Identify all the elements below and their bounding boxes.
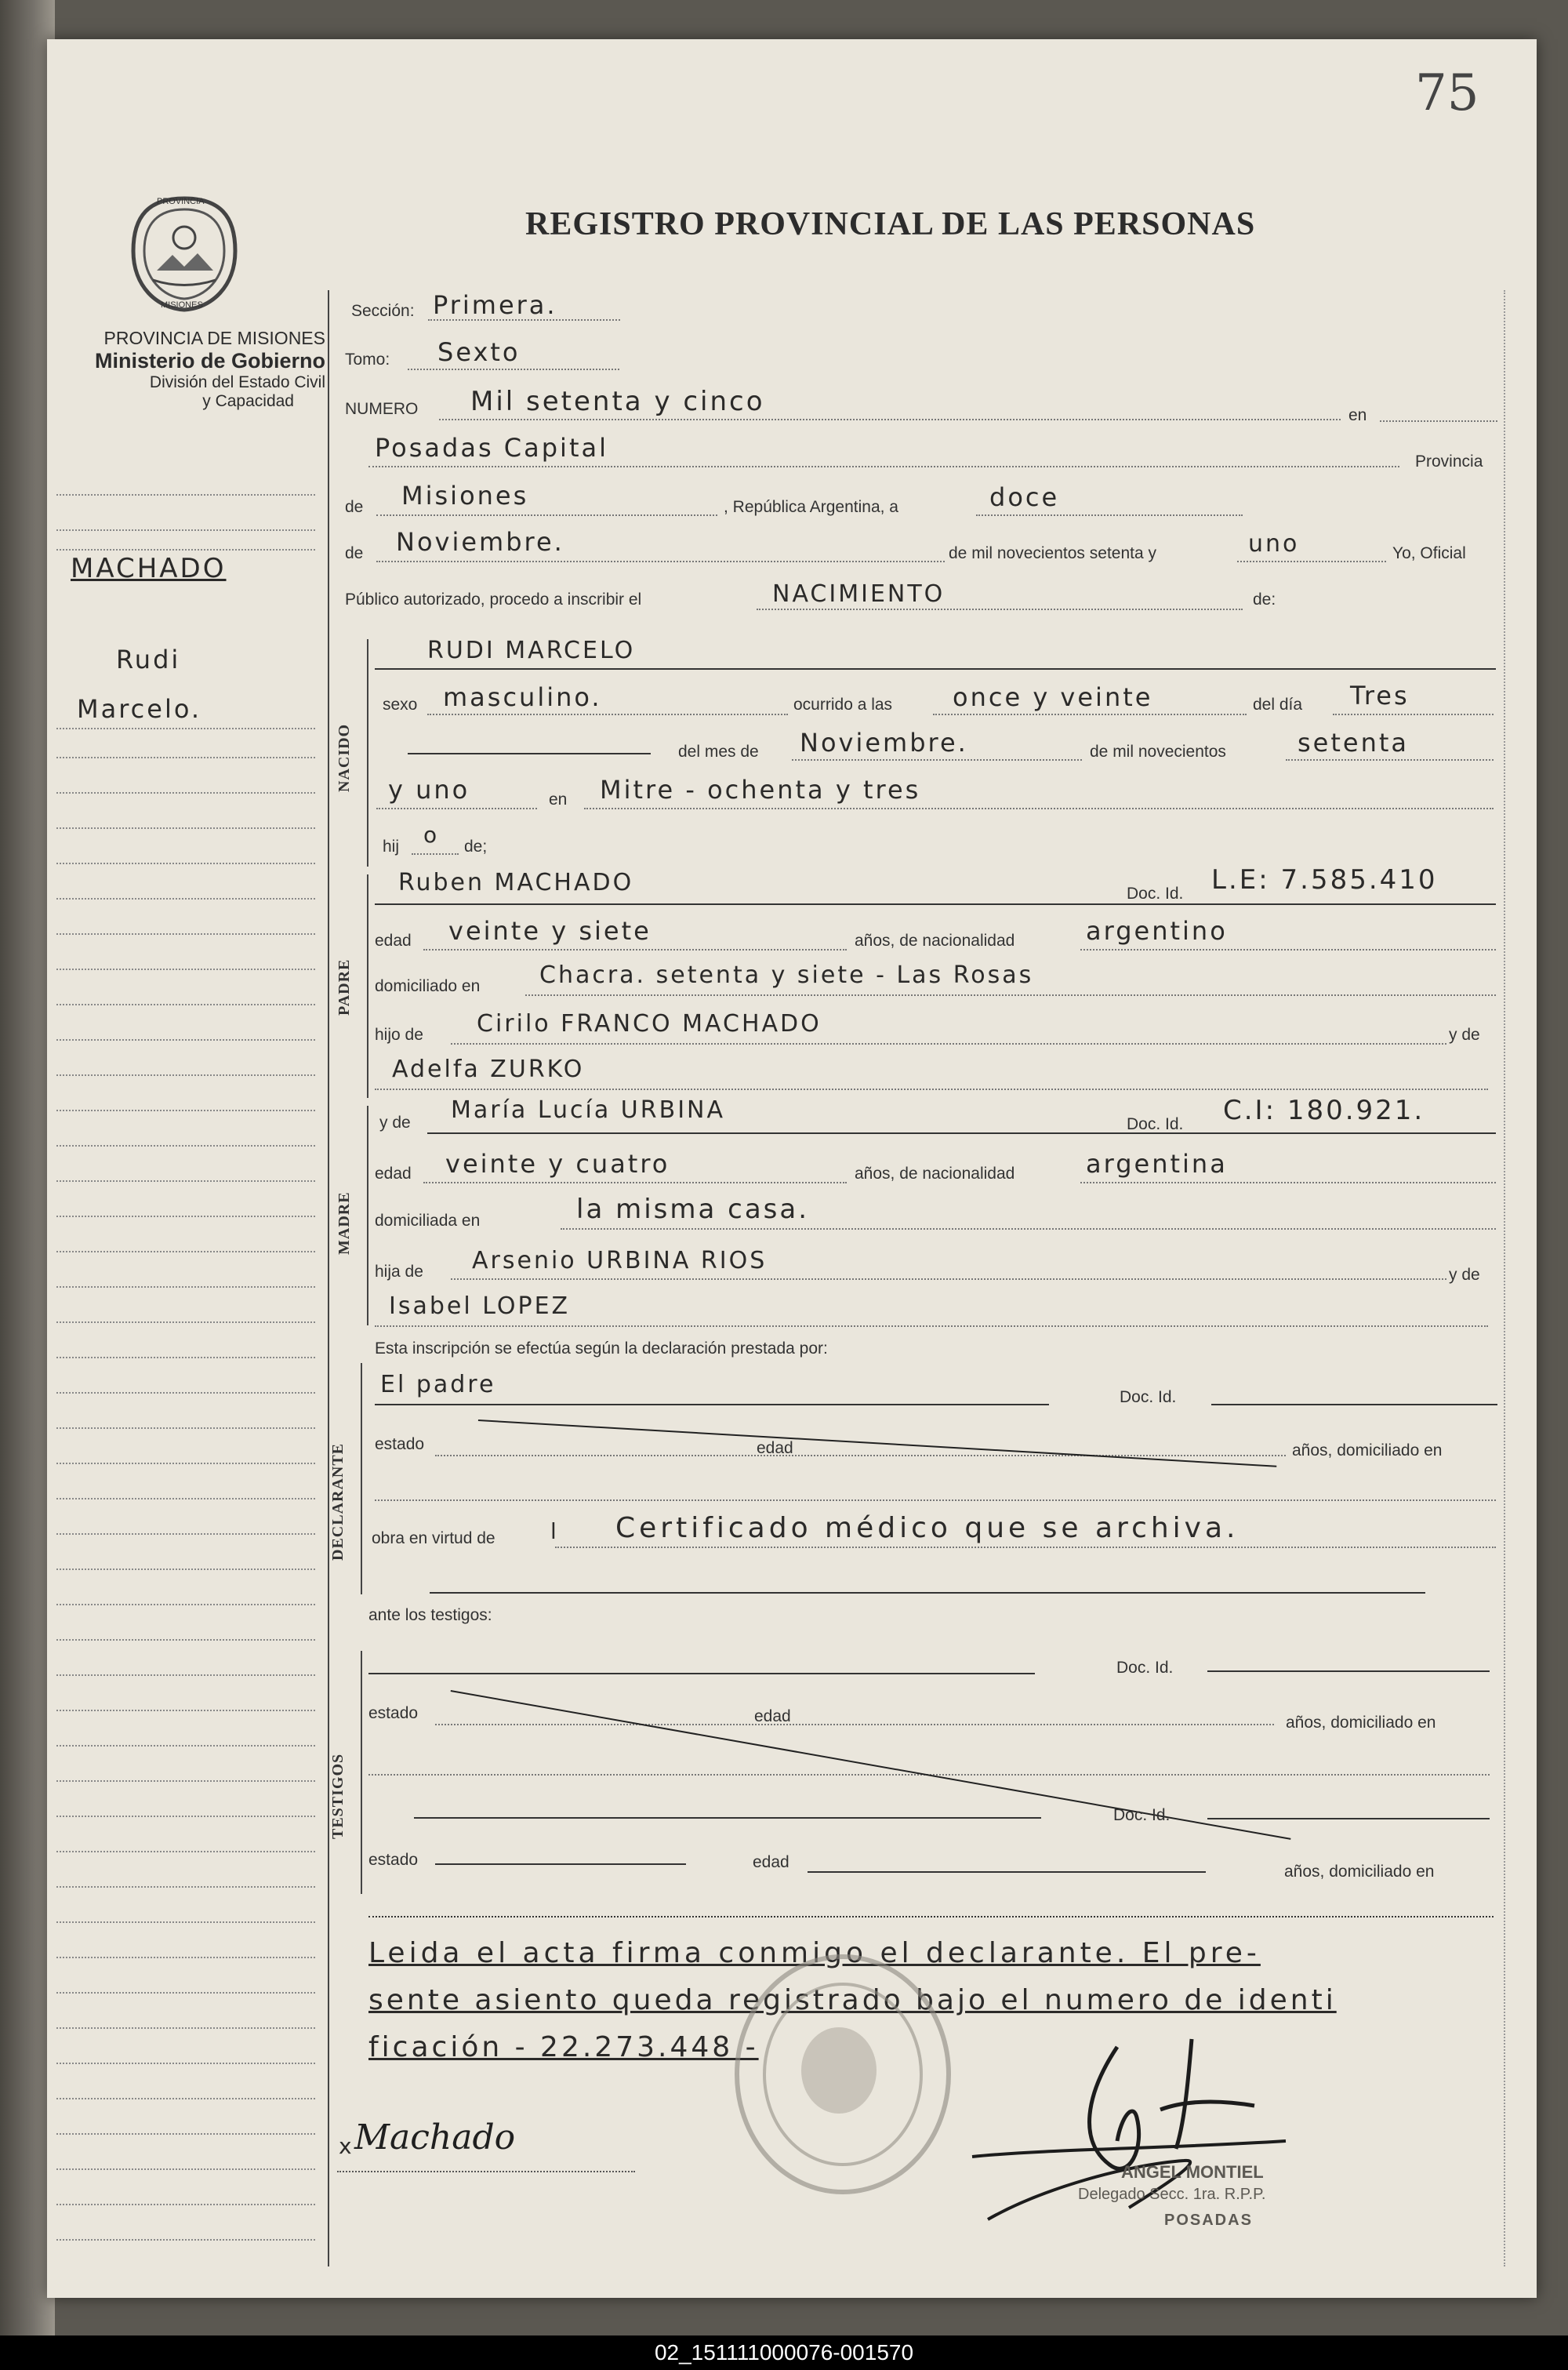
column-divider <box>328 290 329 2266</box>
label-testigo2-edad: edad <box>753 1853 789 1871</box>
label-yo-oficial: Yo, Oficial <box>1392 544 1466 562</box>
issuer-capacity: y Capacidad <box>202 392 294 410</box>
issuer-block <box>47 328 325 411</box>
label-declarante-edad: edad <box>757 1439 793 1457</box>
label-madre-hija-de: hija de <box>375 1263 423 1281</box>
label-rep-arg: , República Argentina, a <box>724 498 898 516</box>
madre-doc: C.I: 180.921. <box>1223 1095 1425 1126</box>
value-lugar-nac: Mitre - ochenta y tres <box>600 775 921 805</box>
label-padre-anos-nac: años, de nacionalidad <box>855 932 1015 950</box>
margin-given-1: Rudi <box>116 645 181 674</box>
label-testigo1-edad: edad <box>754 1707 791 1725</box>
label-sexo: sexo <box>383 696 418 714</box>
label-padre-y-de: y de <box>1449 1026 1480 1044</box>
signature-mark: x <box>339 2133 354 2159</box>
label-declarante-estado: estado <box>375 1435 425 1453</box>
label-testigo1-doc: Doc. Id. <box>1116 1659 1174 1677</box>
value-nombre: RUDI MARCELO <box>427 637 636 664</box>
value-hij-suffix: o <box>423 822 440 848</box>
label-seccion: Sección: <box>351 302 415 320</box>
declarant-signature: Machado <box>354 2117 516 2157</box>
value-anio-nac-2: y uno <box>388 775 470 805</box>
label-padre-edad: edad <box>375 932 412 950</box>
label-del-dia: del día <box>1253 696 1303 714</box>
label-de-mil-nov-2: de mil novecientos <box>1090 743 1226 761</box>
label-declaracion: Esta inscripción se efectúa según la declaración prestada por: <box>375 1339 828 1358</box>
province-emblem <box>125 192 243 318</box>
margin-given-2: Marcelo. <box>77 694 202 724</box>
label-de-colon: de: <box>1253 591 1276 609</box>
value-hora: once y veinte <box>953 682 1153 712</box>
issuer-province: PROVINCIA DE MISIONES <box>103 328 325 348</box>
nacido-bracket <box>367 639 368 867</box>
value-sexo: masculino. <box>443 682 602 712</box>
padre-hijo-de-2: Adelfa ZURKO <box>392 1056 585 1083</box>
madre-hija-de-1: Arsenio URBINA RIOS <box>472 1247 768 1274</box>
issuer-ministry: Ministerio de Gobierno <box>94 349 325 373</box>
value-provincia: Misiones <box>401 481 529 511</box>
stamp-role: Delegado Secc. 1ra. R.P.P. <box>1078 2186 1266 2203</box>
certificado: Certificado médico que se archiva. <box>615 1512 1240 1544</box>
value-mes-nac: Noviembre. <box>800 728 968 758</box>
label-ante: ante los testigos: <box>368 1606 492 1624</box>
label-madre-y-de: y de <box>379 1114 411 1132</box>
image-caption: 02_151111000076-001570 <box>654 2340 914 2365</box>
closing-line-3: ficación - 22.273.448 - <box>368 2031 759 2063</box>
value-dia-nac: Tres <box>1350 681 1410 711</box>
label-testigo2-doc: Doc. Id. <box>1113 1806 1171 1824</box>
label-padre-hijo-de: hijo de <box>375 1026 423 1044</box>
virtud-suffix: l <box>550 1518 559 1544</box>
value-anio-nac-1: setenta <box>1298 728 1410 758</box>
label-madre-y-de-2: y de <box>1449 1266 1480 1284</box>
value-acto: NACIMIENTO <box>772 580 946 608</box>
label-obra: obra en virtud de <box>372 1529 495 1547</box>
label-del-mes: del mes de <box>678 743 759 761</box>
madre-edad: veinte y cuatro <box>445 1149 670 1179</box>
declarante-bracket <box>361 1363 362 1594</box>
madre-nacionalidad: argentina <box>1086 1149 1228 1179</box>
label-madre-doc: Doc. Id. <box>1127 1115 1184 1133</box>
side-label-declarante: DECLARANTE <box>329 1442 347 1561</box>
padre-bracket <box>367 874 368 1098</box>
label-publico: Público autorizado, procedo a inscribir el <box>345 591 642 609</box>
right-margin-line <box>1504 290 1505 2266</box>
closing-line-2: sente asiento queda registrado bajo el numero de identi <box>368 1984 1337 2016</box>
declarante-nombre: El padre <box>380 1371 496 1398</box>
side-label-testigos: TESTIGOS <box>329 1753 347 1839</box>
label-de-mil-novecientos: de mil novecientos setenta y <box>949 544 1156 562</box>
testigos-bracket <box>361 1651 362 1894</box>
padre-hijo-de-1: Cirilo FRANCO MACHADO <box>477 1010 822 1038</box>
padre-domicilio: Chacra. setenta y siete - Las Rosas <box>539 961 1034 989</box>
emblem-text-top: PROVINCIA <box>157 197 205 206</box>
label-declarante-doc: Doc. Id. <box>1120 1388 1177 1406</box>
value-dia: doce <box>989 482 1060 512</box>
official-signature <box>925 2031 1333 2239</box>
padre-edad: veinte y siete <box>448 916 652 946</box>
label-testigo1-anos-dom: años, domiciliado en <box>1286 1714 1436 1732</box>
label-madre-domicilio: domiciliada en <box>375 1212 481 1230</box>
label-hij: hij <box>383 838 400 856</box>
value-mes: Noviembre. <box>396 527 564 557</box>
label-de-semi: de; <box>464 838 488 856</box>
label-padre-domicilio: domiciliado en <box>375 977 481 995</box>
value-tomo: Sexto <box>437 337 521 367</box>
value-lugar: Posadas Capital <box>375 433 608 463</box>
label-en-lugar: en <box>549 791 568 809</box>
padre-nacionalidad: argentino <box>1086 916 1228 946</box>
label-testigo2-anos-dom: años, domiciliado en <box>1284 1863 1435 1881</box>
label-numero: NUMERO <box>345 400 419 418</box>
official-round-stamp <box>729 1949 956 2204</box>
closing-line-1: Leida el acta firma conmigo el declarante. El pre- <box>368 1937 1261 1969</box>
padre-doc: L.E: 7.585.410 <box>1211 864 1438 896</box>
madre-domicilio: la misma casa. <box>576 1194 810 1225</box>
label-madre-edad: edad <box>375 1165 412 1183</box>
label-testigo1-estado: estado <box>368 1704 419 1722</box>
madre-nombre: María Lucía URBINA <box>451 1096 726 1124</box>
stamp-city: POSADAS <box>1164 2212 1253 2229</box>
label-madre-anos-nac: años, de nacionalidad <box>855 1165 1015 1183</box>
label-en: en <box>1348 406 1367 424</box>
label-de-1: de <box>345 498 364 516</box>
margin-surname: MACHADO <box>71 553 227 584</box>
value-anio: uno <box>1248 530 1300 558</box>
side-label-madre: MADRE <box>336 1191 353 1255</box>
label-padre-doc: Doc. Id. <box>1127 885 1184 903</box>
label-tomo: Tomo: <box>345 351 390 369</box>
stamp-name: ANGEL MONTIEL <box>1121 2162 1264 2182</box>
document-title: REGISTRO PROVINCIAL DE LAS PERSONAS <box>525 206 1256 242</box>
madre-bracket <box>367 1106 368 1325</box>
issuer-division: División del Estado Civil <box>149 373 325 391</box>
label-provincia: Provincia <box>1415 453 1483 471</box>
label-testigo2-estado: estado <box>368 1851 419 1869</box>
emblem-text-bottom: MISIONES <box>161 300 203 310</box>
side-label-nacido: NACIDO <box>336 723 353 792</box>
padre-nombre: Ruben MACHADO <box>398 869 634 896</box>
madre-hija-de-2: Isabel LOPEZ <box>389 1292 571 1320</box>
side-label-padre: PADRE <box>336 958 353 1016</box>
label-de-2: de <box>345 544 364 562</box>
value-numero: Mil setenta y cinco <box>470 386 765 417</box>
label-declarante-anos-dom: años, domiciliado en <box>1292 1441 1443 1459</box>
label-ocurrido: ocurrido a las <box>793 696 893 714</box>
page-number: 75 <box>1415 64 1479 122</box>
value-seccion: Primera. <box>433 290 557 320</box>
